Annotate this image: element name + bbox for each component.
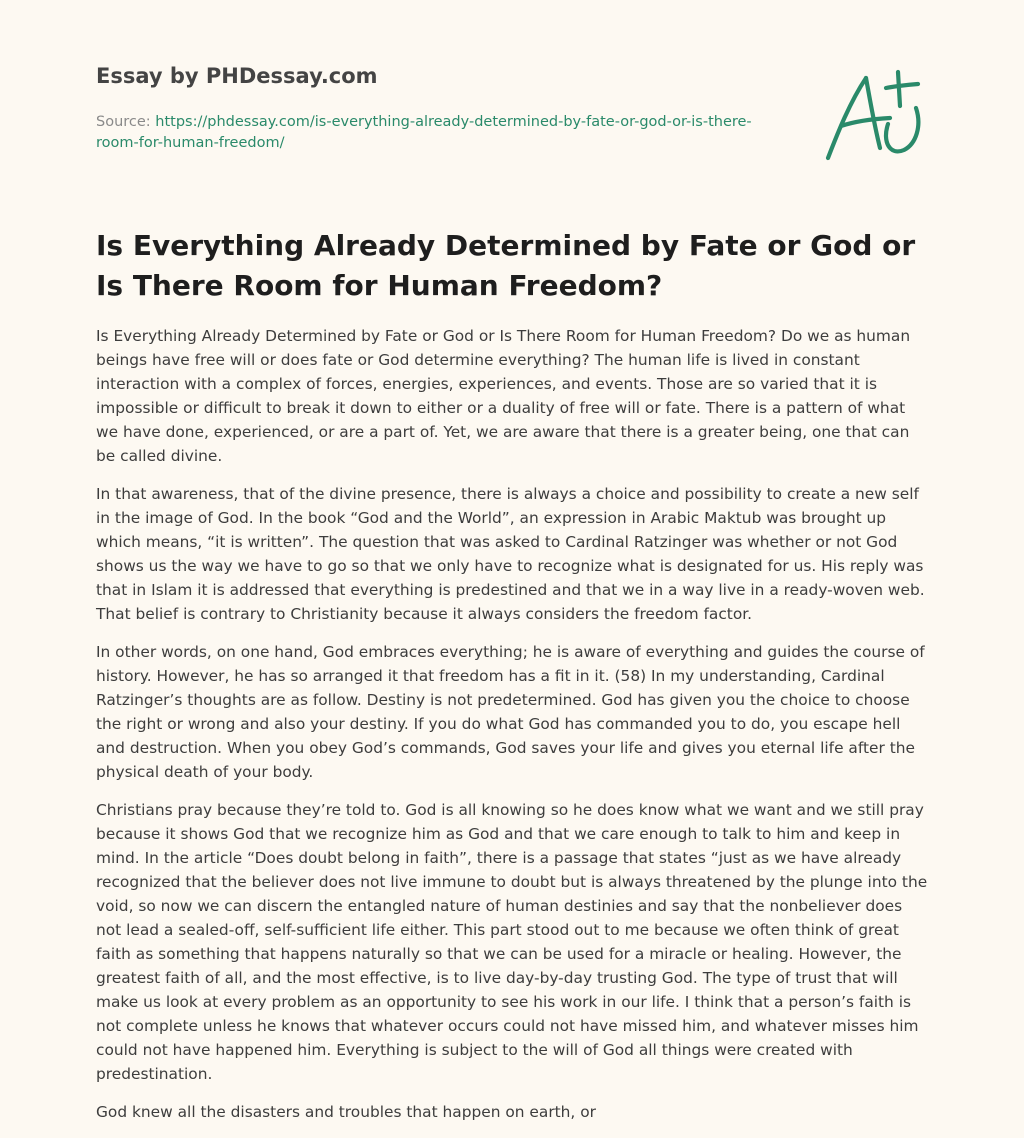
essay-title: Is Everything Already Determined by Fate or God or Is There Room for Human Freedom?	[96, 229, 916, 302]
essay-paragraph: Christians pray because they’re told to. God is all knowing so he does know what we want and we still pray because it shows God that we recognize him as God and that we care enough to talk to him and keep in mind. In the article “Does doubt belong in faith”, there is a passage that states “just as we have already recognized that the believer does not live immune to doubt but is always threatened by the plunge into the void, so now we can discern the entangled nature of human destinies and say that the nonbeliever does not lead a sealed-off, self-sufficient life either. This part stood out to me because we often think of great faith as something that happens naturally so that we can be used for a miracle or healing. However, the greatest faith of all, and the most effective, is to live day-by-day trusting God. The type of trust that will make us look at every problem as an opportunity to see his work in our life. I think that a person’s faith is not complete unless he knows that whatever occurs could not have missed him, and whatever misses him could not have happened him. Everything is subject to the will of God all things were created with predestination.	[96, 801, 928, 1083]
source-label: Source:	[96, 114, 151, 130]
essay-paragraph: Is Everything Already Determined by Fate or God or Is There Room for Human Freedom? Do we as human beings have free will or does fate or God determine everything? The human life is lived in constant interaction with a complex of forces, energies, experiences, and events. Those are so varied that it is impossible or difficult to break it down to either or a duality of free will or fate. There is a pattern of what we have done, experienced, or are a part of. Yet, we are aware that there is a greater being, one that can be called divine.	[96, 327, 911, 465]
site-brand: Essay by PHDessay.com	[96, 64, 378, 88]
essay-paragraph: In other words, on one hand, God embraces everything; he is aware of everything and guides the course of history. However, he has so arranged it that freedom has a fit in it. (58) In my understanding, Cardinal Ratzinger’s thoughts are as follow. Destiny is not predetermined. God has given you the choice to choose the right or wrong and also your destiny. If you do what God has commanded you to do, you escape hell and destruction. When you obey God’s commands, God saves your life and gives you eternal life after the physical death of your body.	[96, 643, 925, 781]
essay-paragraph: God knew all the disasters and troubles that happen on earth, or	[96, 1103, 596, 1121]
source-link[interactable]: https://phdessay.com/is-everything-already-determined-by-fate-or-god-or-is-there-room-for-human-freedom/	[96, 114, 752, 151]
source-line	[96, 112, 756, 154]
essay-paragraph: In that awareness, that of the divine presence, there is always a choice and possibility to create a new self in the image of God. In the book “God and the World”, an expression in Arabic Maktub was brought up which means, “it is written”. The question that was asked to Cardinal Ratzinger was whether or not God shows us the way we have to go so that we only have to recognize what is designated for us. His reply was that in Islam it is addressed that everything is predestined and that we in a way live in a ready-woven web. That belief is contrary to Christianity because it always considers the freedom factor.	[96, 485, 925, 623]
essay-body	[96, 324, 932, 1138]
a-plus-grade-icon	[824, 66, 928, 166]
